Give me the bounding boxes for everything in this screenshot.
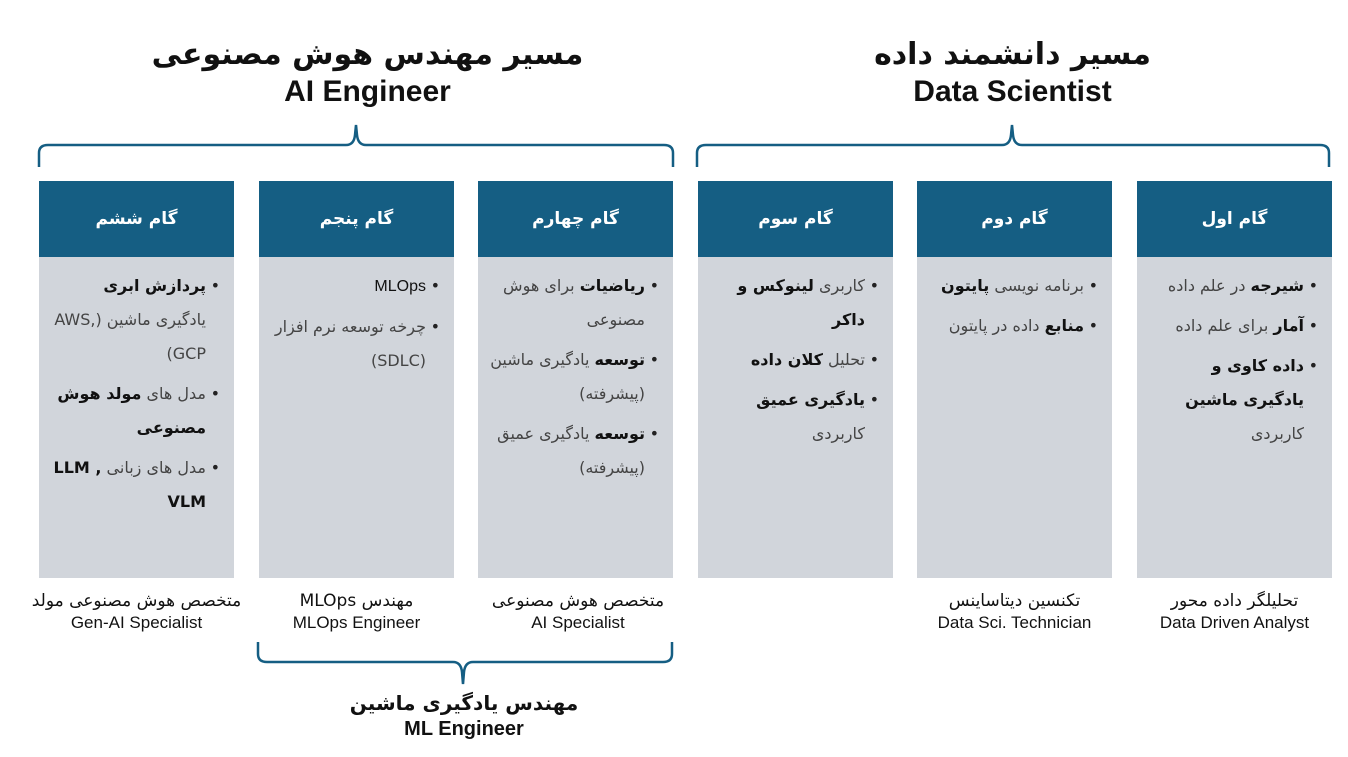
ml-engineer-brace xyxy=(255,640,677,688)
list-item: • منابع داده در پایتون xyxy=(927,309,1098,343)
step-5-column xyxy=(259,181,454,578)
list-item: • توسعه یادگیری ماشین (پیشرفته) xyxy=(488,343,659,411)
step-1-column xyxy=(1137,181,1332,578)
step-6-header: گام ششم xyxy=(39,181,234,257)
step-6-column xyxy=(39,181,234,578)
ds-track-brace xyxy=(694,123,1334,169)
step-5-items xyxy=(259,257,454,378)
list-item: • آمار برای علم داده xyxy=(1147,309,1318,343)
step-3-items xyxy=(698,257,893,451)
role-gen-ai-specialist: متخصص هوش مصنوعی مولد Gen-AI Specialist xyxy=(31,591,242,633)
list-item: • ریاضیات برای هوش مصنوعی xyxy=(488,269,659,337)
step-2-items xyxy=(917,257,1112,343)
ds-track-title xyxy=(745,38,1280,108)
step-4-header: گام چهارم xyxy=(478,181,673,257)
list-item: • MLOps xyxy=(269,269,440,304)
role-mlops-engineer: مهندس MLOps MLOps Engineer xyxy=(292,591,421,633)
list-item: • چرخه توسعه نرم افزار (SDLC) xyxy=(269,310,440,378)
ml-engineer-title xyxy=(314,690,614,742)
step-2-header: گام دوم xyxy=(917,181,1112,257)
step-2-column xyxy=(917,181,1112,578)
ml-engineer-title-fa: مهندس یادگیری ماشین xyxy=(349,691,579,715)
ai-track-title-fa: مسیر مهندس هوش مصنوعی xyxy=(151,37,584,72)
list-item: • کاربری لینوکس و داکر xyxy=(708,269,879,337)
ai-track-brace xyxy=(36,123,676,169)
step-5-header: گام پنجم xyxy=(259,181,454,257)
ai-track-title-en: AI Engineer xyxy=(284,75,451,108)
ds-track-title-fa: مسیر دانشمند داده xyxy=(874,37,1151,72)
step-3-header: گام سوم xyxy=(698,181,893,257)
step-1-header: گام اول xyxy=(1137,181,1332,257)
list-item: • داده کاوی و یادگیری ماشین کاربردی xyxy=(1147,349,1318,451)
list-item: • یادگیری عمیق کاربردی xyxy=(708,383,879,451)
ds-track-title-en: Data Scientist xyxy=(913,75,1112,108)
role-ai-specialist: متخصص هوش مصنوعی AI Specialist xyxy=(491,591,665,633)
step-1-items xyxy=(1137,257,1332,451)
step-4-column xyxy=(478,181,673,578)
step-6-items xyxy=(39,257,234,519)
step-3-column xyxy=(698,181,893,578)
list-item: • برنامه نویسی پایتون xyxy=(927,269,1098,303)
list-item: • مدل های مولد هوش مصنوعی xyxy=(49,377,220,445)
list-item: • توسعه یادگیری عمیق (پیشرفته) xyxy=(488,417,659,485)
ai-track-title xyxy=(100,38,635,108)
list-item: • پردازش ابری یادگیری ماشین (AWS, GCP) xyxy=(49,269,220,371)
list-item: • تحلیل کلان داده xyxy=(708,343,879,377)
list-item: • شیرجه در علم داده xyxy=(1147,269,1318,303)
role-data-sci-technician: تکنسین دیتاساینس Data Sci. Technician xyxy=(937,591,1092,633)
ml-engineer-title-en: ML Engineer xyxy=(404,718,524,740)
role-data-driven-analyst: تحلیلگر داده محور Data Driven Analyst xyxy=(1159,591,1310,633)
step-4-items xyxy=(478,257,673,485)
list-item: • مدل های زبانی LLM , VLM xyxy=(49,451,220,519)
